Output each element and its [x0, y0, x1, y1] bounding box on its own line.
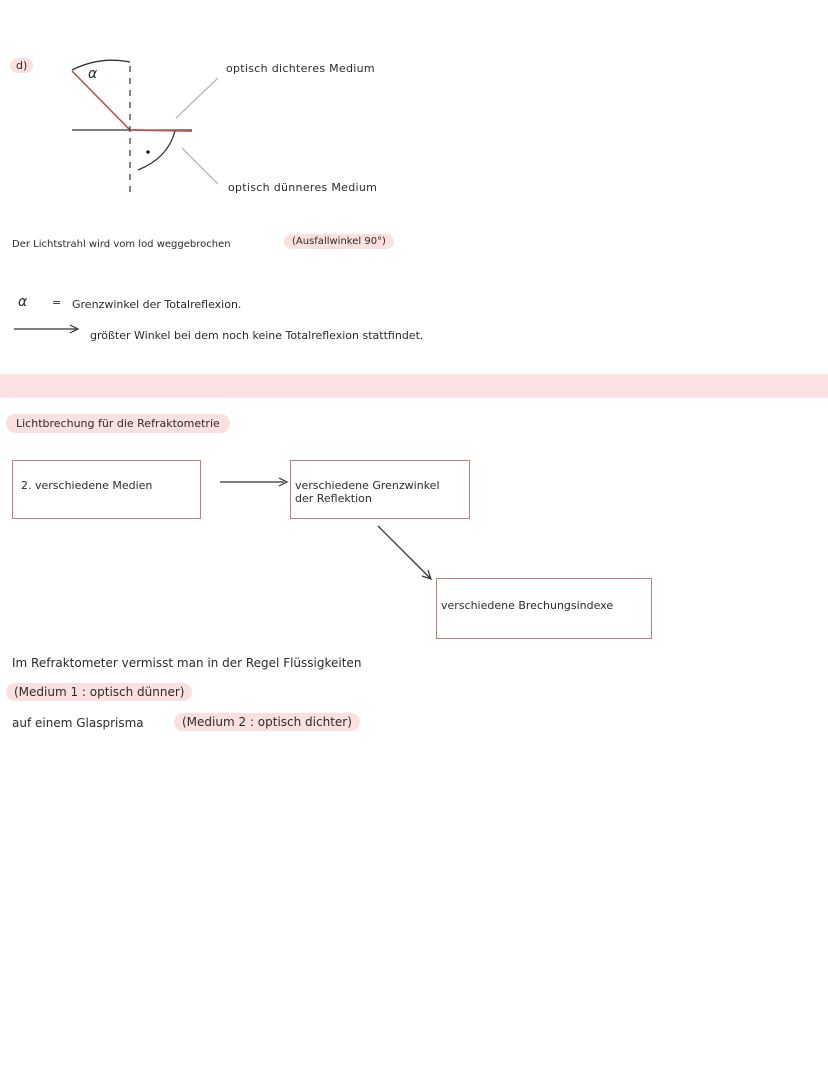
section-divider: [0, 374, 828, 398]
pointer-thin: [182, 148, 218, 184]
right-angle-dot: [146, 150, 150, 154]
alpha-def-symbol: α: [18, 294, 28, 310]
box1-text: 2. verschiedene Medien: [21, 479, 153, 492]
sentence-main: Der Lichtstrahl wird vom lod weggebrochen: [12, 239, 231, 250]
box3-text: verschiedene Brechungsindexe: [441, 599, 614, 612]
label-d: d): [10, 58, 33, 73]
refracted-ray: [130, 130, 192, 131]
incident-ray: [72, 71, 130, 130]
arrow-head: [70, 325, 78, 333]
refractometer-line3-highlight: (Medium 2 : optisch dichter): [174, 713, 360, 731]
arrow-box1-box2-head: [279, 478, 287, 486]
refractometer-line3-prefix: auf einem Glasprisma: [12, 716, 144, 730]
box2-line1: verschiedene Grenzwinkel: [295, 479, 440, 492]
refractometer-line2: (Medium 1 : optisch dünner): [6, 683, 192, 701]
refractometer-line1: Im Refraktometer vermisst man in der Regel Flüssigkeiten: [12, 656, 362, 670]
angle-arc-upper: [72, 60, 130, 70]
label-thin-medium: optisch dünneres Medium: [228, 181, 378, 194]
refraction-diagram: [0, 0, 828, 260]
alpha-symbol: α: [88, 66, 98, 82]
box2-line2: der Reflektion: [295, 492, 372, 505]
box-different-media: [12, 460, 201, 519]
angle-arc-lower: [138, 131, 175, 170]
box-different-refractive-indices: [436, 578, 652, 639]
arrow-box2-box3-head: [422, 570, 431, 579]
section2-title: Lichtbrechung für die Refraktometrie: [6, 414, 230, 433]
pointer-dense: [176, 78, 218, 118]
arrow-box2-box3: [378, 526, 430, 578]
arrow-note-text: größter Winkel bei dem noch keine Totalreflexion stattfindet.: [90, 329, 424, 342]
alpha-def-eq: =: [52, 296, 62, 309]
sentence-highlight: (Ausfallwinkel 90°): [284, 234, 394, 249]
alpha-def-text: Grenzwinkel der Totalreflexion.: [72, 298, 242, 311]
label-dense-medium: optisch dichteres Medium: [226, 62, 375, 75]
box-different-critical-angles: [290, 460, 470, 519]
